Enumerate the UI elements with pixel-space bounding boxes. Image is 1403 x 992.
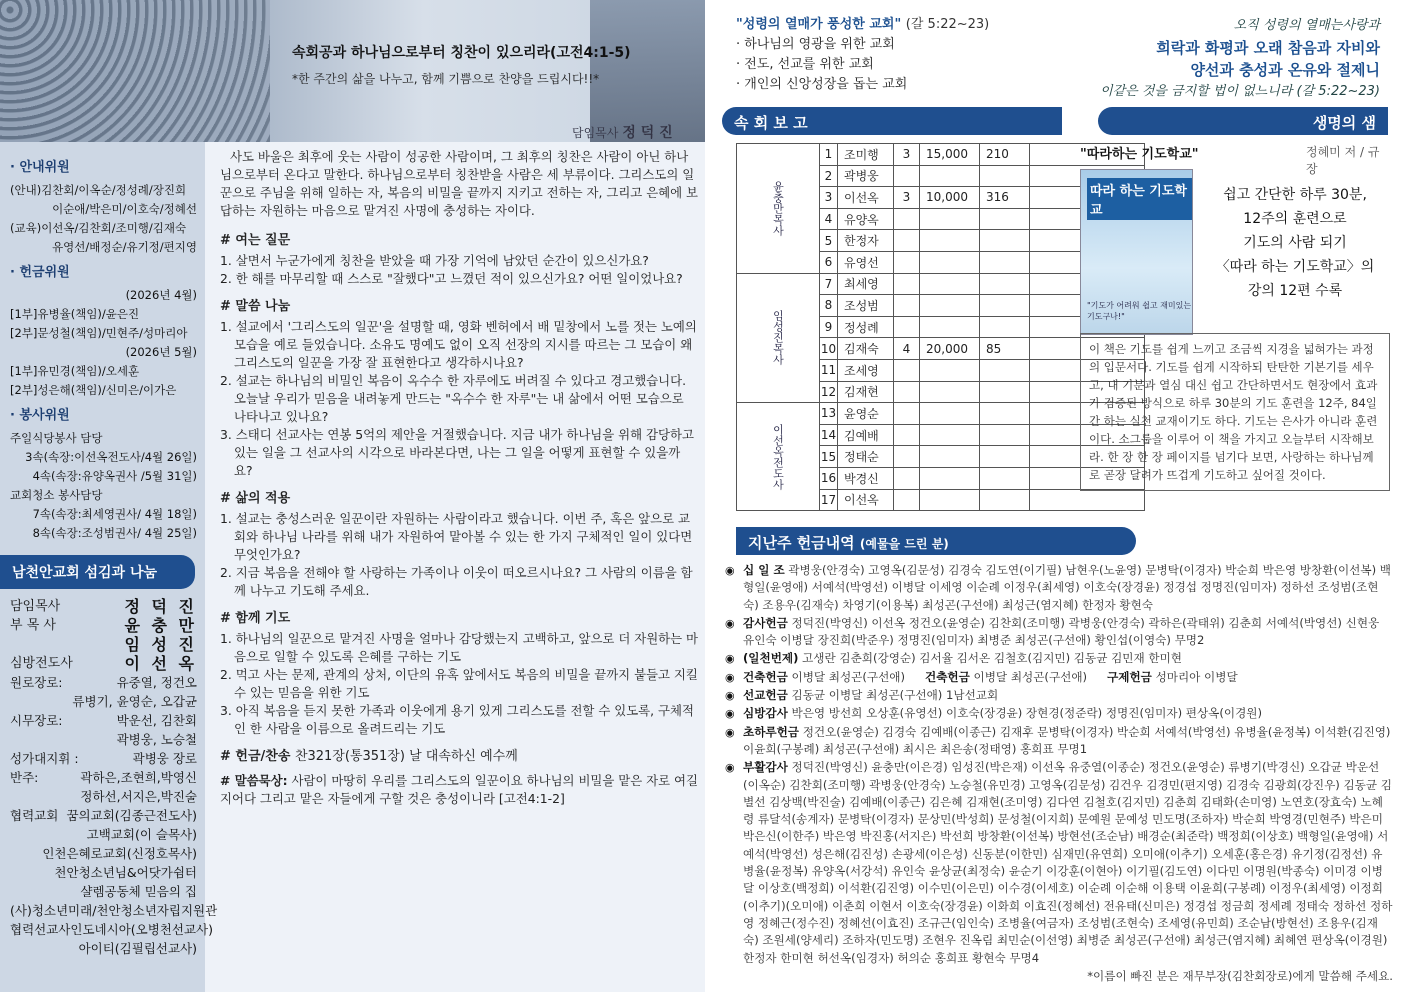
vision-item: · 개인의 신앙성장을 돕는 교회 <box>736 77 908 92</box>
hymn-line <box>220 748 698 766</box>
cover-title: 따라 하는 기도학교 <box>1087 178 1192 220</box>
offering-label: 건축헌금 <box>925 669 970 684</box>
bible-reading <box>980 251 1030 273</box>
offering-amount: 15,000 <box>920 144 980 166</box>
member-name: 정태순 <box>838 446 894 468</box>
attendance-count: 3 <box>894 144 920 166</box>
member-name: 윤영순 <box>838 403 894 425</box>
verse-label: # 말씀묵상: <box>220 773 288 788</box>
staff-role: 협력교회 <box>10 808 59 823</box>
offering-label: 심방감사 <box>743 706 788 721</box>
offering-amount <box>920 467 980 489</box>
member-name: 박경신 <box>838 467 894 489</box>
member-name: 최세영 <box>838 273 894 295</box>
row-number: 6 <box>820 251 838 273</box>
staff-name: 고백교회(이 슬목사) <box>86 827 197 842</box>
attendance-count: 4 <box>894 338 920 360</box>
offering-amount <box>920 230 980 252</box>
member-name: 김예배 <box>838 424 894 446</box>
guide-line: 유영선/배정순/유기정/편지영 <box>52 240 197 254</box>
pastor-credit <box>572 122 673 142</box>
offering-names: 성마리아 이병달 <box>1155 669 1238 684</box>
offering-amount <box>920 424 980 446</box>
staff-row <box>10 749 197 768</box>
staff-list <box>10 597 218 958</box>
vision-title-text: "성령의 열매가 풍성한 교회" <box>736 17 902 32</box>
verse-line: 양선과 충성과 온유와 절제니 <box>1190 61 1380 79</box>
attendance-count <box>894 208 920 230</box>
bible-reading: 316 <box>980 187 1030 209</box>
bible-reading: 85 <box>980 338 1030 360</box>
offerings-sub: (예물을 드린 분) <box>859 537 949 551</box>
staff-row <box>10 863 197 882</box>
offering-amount <box>920 165 980 187</box>
bible-reading <box>980 446 1030 468</box>
book-title: "따라하는 기도학교" <box>1080 147 1199 162</box>
lesson-section <box>220 490 698 600</box>
offering-amount <box>920 403 980 425</box>
staff-role: 반주: <box>10 770 39 785</box>
staff-row <box>10 597 197 616</box>
staff-name: 유중열, 정건오 <box>116 675 197 690</box>
row-number: 15 <box>820 446 838 468</box>
row-number: 4 <box>820 208 838 230</box>
offering-names: 고생란 김춘희(강영순) 김서율 김서온 김철호(김지민) 김동균 김민재 한미현 <box>802 651 1182 666</box>
verse-line: 희락과 화평과 오래 참음과 자비와 <box>1156 39 1380 57</box>
section-item: 3. 스태디 선교사는 연봉 5억의 제안을 거절했습니다. 지금 내가 하나님을 위해 감당하고 있는 일을 그 선교사의 시각으로 바라본다면, 나는 그 일을 어떻게 표현할 수 있을까요? <box>220 427 694 478</box>
attendance-count <box>894 381 920 403</box>
staff-name: 곽병웅 장로 <box>132 751 197 766</box>
bible-reading <box>980 403 1030 425</box>
book-blurb <box>1200 183 1390 303</box>
attendance-count <box>894 424 920 446</box>
lesson-section <box>220 298 698 480</box>
member-name: 조세영 <box>838 359 894 381</box>
staff-name: 인천은혜로교회(신정호목사) <box>42 846 197 861</box>
bible-reading <box>980 467 1030 489</box>
staff-row <box>10 768 197 787</box>
attendance-count <box>894 316 920 338</box>
bible-reading <box>980 273 1030 295</box>
row-number: 12 <box>820 381 838 403</box>
offering-row <box>725 724 1393 759</box>
section-list <box>220 252 698 288</box>
staff-name: 정 덕 진 <box>124 597 197 616</box>
member-name: 곽병웅 <box>838 165 894 187</box>
member-name: 김재현 <box>838 381 894 403</box>
offering-names: 김동균 이병달 최성곤(구선애) 1남선교회 <box>791 688 999 703</box>
attendance-count <box>894 295 920 317</box>
lesson-headline: 속회공과 하나님으로부터 칭찬이 있으리라(고전4:1-5) <box>292 45 631 61</box>
offering-team-line: [2부]성은해(책임)/신미은/이가은 <box>10 383 177 397</box>
section-list <box>220 510 698 600</box>
staff-row <box>10 616 197 635</box>
section-item: 1. 설교는 충성스러운 일꾼이란 자원하는 사람이라고 했습니다. 이번 주, 혹은 앞으로 교회와 하나님 나라를 위해 내가 자원하여 맡아볼 수 있는 한 가지 구체적인 일이 있다면 무엇인가요? <box>220 511 693 562</box>
row-number: 10 <box>820 338 838 360</box>
offering-label: 건축헌금 <box>743 669 788 684</box>
offerings-list <box>725 562 1393 985</box>
offering-names: 정덕진(박영신) 윤충만(이은경) 임성진(박은재) 이선옥 유중열(이종순) 정건오(윤영순) 류병기(박경신) 오갑균 박운선(이옥순) 김찬회(조미행) 곽병웅(안경숙) 노승철(유민경) 고영옥(김문성) 김건우 김경민(편지영) 김경숙 김광희(강진우) 김동균 김별선 김상백(박진술) 김예배(이종근) 김은혜 김재현(조미영) 김다연 김철호(김지민) 김춘희 김태화(손미영) 노연호(장효숙) 노혜령 류달석(송계자) 문병탁(이경자) 문상민(박성희) 문성철(이지희) 문예원 문예성 민도명(조하자) 박순희 박영경(민현주) 박은미 박은신(이한주) 박은영 박진홍(서지은) 박선희 방창환(이선복) 방현선(조순남) 배경순(최준락) 백정희(이상호) 백형일(윤영애) 서예석(박영선) 성은해(김진성) 손광세(이은성) 신동분(이한민) 심재민(유연희) 오미애(이추기) 오세훈(홍은경) 유기정(김정선) 유병율(윤정복) 유양옥(서강석) 유인숙 윤상균(최정숙) 윤순기 이강훈(이현아) 이기필(김도연) 이다민 이명원(박종숙) 이미경 이병달 이상호(백정희) 이석환(김진영) 이수민(이은민) 이수경(이세호) 이순례 이순해 이용택 이윤희(구봉례) 이정우(최세영) 이정희(이추기)(오미애) 이춘희 이현서 이호숙(장경윤) 이화희 이효진(정혜선) 전유태(신미은) 정경섭 정금희 정세례 정태숙 정하선 정하영 정혜근(정수진) 정혜선(이효진) 조규근(임인숙) 조병율(여금자) 조성범(조현숙) 조세영(유민희) 조순남(방현선) 조용우(김재숙) 조원세(양세리) 조하자(민도명) 조현우 진옥림 최민순(이선영) 최병준 최성곤(구선애) 최성근(염지혜) 최혜연 편상옥(이경원) 한정자 한미현 허선옥(임경자) 허의순 홍희표 황현숙 무명4 <box>743 760 1393 965</box>
guide-line: (안내)김찬회/이옥순/정성례/장진희 <box>10 183 187 197</box>
row-number: 7 <box>820 273 838 295</box>
pastor-name: 정 덕 진 <box>622 125 673 141</box>
hymn-text: 찬321장(통351장) 날 대속하신 예수께 <box>294 749 518 764</box>
blurb-line: 12주의 훈련으로 <box>1243 211 1347 227</box>
vision-ref: (갈 5:22~23) <box>905 17 990 32</box>
vision-item: · 전도, 선교를 위한 교회 <box>736 57 874 72</box>
offering-inline <box>925 669 1087 686</box>
offering-row <box>725 562 1393 614</box>
member-name: 유영선 <box>838 251 894 273</box>
offering-amount <box>920 316 980 338</box>
section-list <box>220 630 698 738</box>
offering-label: 구제헌금 <box>1107 669 1152 684</box>
staff-row <box>10 901 218 920</box>
offering-label: 부활감사 <box>743 760 788 775</box>
blurb-line: 쉽고 간단한 하루 30분, <box>1223 187 1367 203</box>
bible-reading <box>980 295 1030 317</box>
staff-row <box>10 920 213 939</box>
staff-name: 인도네시아(오병천선교사) <box>70 922 213 937</box>
book-cover <box>1080 169 1193 335</box>
staff-name: 아이티(김필립선교사) <box>78 941 197 956</box>
cleaning-line: 7속(속장:최세영권사/ 4월 18일) <box>32 507 197 521</box>
staff-name: 곽하은,조현희,박영신 <box>80 770 197 785</box>
month-label: (2026년 4월) <box>125 288 197 302</box>
member-name: 한정자 <box>838 230 894 252</box>
group-label: 윤충만목사 <box>737 144 820 274</box>
lesson-subline: *한 주간의 삶을 나누고, 함께 기쁨으로 찬양을 드립시다!!* <box>292 72 600 86</box>
offering-inline <box>1107 669 1238 686</box>
bible-reading <box>980 424 1030 446</box>
staff-name: 곽병웅, 노승철 <box>116 732 197 747</box>
header-banner <box>0 0 705 142</box>
report-title: 속 회 보 고 <box>722 107 1062 135</box>
member-name: 조미행 <box>838 144 894 166</box>
staff-row <box>10 654 197 673</box>
offering-team-line: [1부]유병율(책임)/윤은진 <box>10 307 140 321</box>
bible-reading <box>980 165 1030 187</box>
lesson-body <box>220 148 698 808</box>
offering-amount <box>920 446 980 468</box>
vision-title <box>736 15 1056 35</box>
staff-row <box>10 882 197 901</box>
attendance-count <box>894 251 920 273</box>
sidebar <box>0 142 218 992</box>
bible-reading <box>980 316 1030 338</box>
blurb-line: 기도의 사람 되기 <box>1243 235 1347 251</box>
member-name: 김재숙 <box>838 338 894 360</box>
staff-row <box>10 711 197 730</box>
bible-reading <box>980 489 1030 511</box>
offering-amount <box>920 251 980 273</box>
section-title: # 말씀 나눔 <box>220 299 291 314</box>
pastor-photo <box>590 0 705 142</box>
offering-team-line: [1부]유민경(책임)/오세훈 <box>10 364 140 378</box>
group-label: 이선옥전도사 <box>737 403 820 511</box>
section-item: 2. 지금 복음을 전해야 할 사랑하는 가족이나 이웃이 떠오르시나요? 그 사람의 이름을 함께 나누고 기도해 주세요. <box>220 565 693 598</box>
bible-reading: 210 <box>980 144 1030 166</box>
book-bar: 생명의 샘 <box>1098 107 1388 135</box>
month-label: (2026년 5월) <box>125 345 197 359</box>
guide-title: · 안내위원 <box>10 160 70 175</box>
member-name: 조성범 <box>838 295 894 317</box>
pastor-role: 담임목사 <box>572 126 619 140</box>
galatians-verse <box>1100 15 1380 103</box>
staff-role: 협력선교사 <box>10 922 71 937</box>
offering-amount: 10,000 <box>920 187 980 209</box>
attendance-count <box>894 273 920 295</box>
offering-amount <box>920 208 980 230</box>
staff-name: (사)청소년미래/천안청소년자립지원관 <box>10 903 218 918</box>
row-number: 9 <box>820 316 838 338</box>
church-vision <box>736 15 1056 95</box>
row-number: 1 <box>820 144 838 166</box>
staff-row <box>10 787 197 806</box>
offering-row-inline <box>725 669 1393 686</box>
offerings-note: *이름이 빠진 분은 재무부장(김찬회장로)에게 말씀해 주세요. <box>1087 968 1393 983</box>
staff-name: 윤 충 만 <box>124 616 197 635</box>
staff-name: 임 성 진 <box>124 635 197 654</box>
row-number: 8 <box>820 295 838 317</box>
offering-row <box>725 759 1393 967</box>
attendance-count <box>894 359 920 381</box>
staff-name: 천안청소년님&어닷가쉼터 <box>54 865 197 880</box>
row-number: 11 <box>820 359 838 381</box>
offering-label: 십 일 조 <box>743 563 785 577</box>
staff-role: 부 목 사 <box>10 618 56 633</box>
guide-line: (교육)이선옥/김찬회/조미행/김재숙 <box>10 221 187 235</box>
staff-row <box>10 730 197 749</box>
section-item: 1. 설교에서 '그리스도의 일꾼'을 설명할 때, 영화 벤허에서 배 밑창에서 노를 젓는 노예의 모습을 예로 들었습니다. 소유도 명예도 없이 오직 선장의 지시를 따르는 그 모습이 왜 그리스도의 일꾼을 가장 잘 표현한다고 생각하시나요? <box>220 319 697 370</box>
section-item: 2. 먹고 사는 문제, 관계의 상처, 이단의 유혹 앞에서도 복음의 비밀을 끝까지 붙들고 지킬 수 있는 믿음을 위한 기도 <box>220 667 698 700</box>
verse-block <box>220 772 698 808</box>
staff-name: 박운선, 김찬회 <box>116 713 197 728</box>
offering-amount <box>920 295 980 317</box>
offering-row <box>725 615 1393 650</box>
offering-row <box>725 687 1393 704</box>
bible-reading <box>980 230 1030 252</box>
offering-label: (일천번제) <box>743 651 799 666</box>
hymn-label: # 헌금/찬송 <box>220 749 291 764</box>
staff-role: 담임목사 <box>10 599 61 614</box>
staff-role: 성가대지휘 : <box>10 751 79 766</box>
row-number: 13 <box>820 403 838 425</box>
attendance-count <box>894 489 920 511</box>
verse-text: 사람이 마땅히 우리를 그리스도의 일꾼이요 하나님의 비밀을 맡은 자로 여길지어다 그리고 맡은 자들에게 구할 것은 충성이니라 [고전4:1-2] <box>220 773 698 806</box>
staff-role: 심방전도사 <box>10 656 73 671</box>
offering-amount <box>920 489 980 511</box>
member-name: 이선옥 <box>838 489 894 511</box>
member-name: 유양옥 <box>838 208 894 230</box>
section-item: 1. 살면서 누군가에게 칭찬을 받았을 때 가장 기억에 남았던 순간이 있으신가요? <box>220 253 649 268</box>
staff-role: 원로장로: <box>10 675 63 690</box>
staff-row <box>10 825 197 844</box>
attendance-count: 3 <box>894 187 920 209</box>
bible-reading <box>980 359 1030 381</box>
section-title: # 함께 기도 <box>220 611 291 626</box>
staff-row <box>10 635 197 654</box>
section-title: # 삶의 적용 <box>220 491 291 506</box>
offering-amount <box>920 381 980 403</box>
staff-row <box>10 939 197 958</box>
offering-amount <box>920 359 980 381</box>
row-number: 2 <box>820 165 838 187</box>
cover-sub: "기도가 어려워 쉽고 재미있는 기도구나!" <box>1087 301 1192 321</box>
offering-names: 정덕진(박영신) 이선옥 정건오(윤영순) 김찬회(조미행) 곽병웅(안경숙) 곽하은(곽태위) 김춘희 서예석(박영선) 신현웅 유인숙 이병달 장진희(박준우) 정명진(임미자) 최병준 최성곤(구선애) 황인섭(이영숙) 무명2 <box>743 615 1380 648</box>
service-team-title: · 봉사위원 <box>10 408 70 423</box>
row-number: 14 <box>820 424 838 446</box>
attendance-count <box>894 403 920 425</box>
guide-line: 이순애/박은미/이호숙/정혜선 <box>52 202 197 216</box>
dining-title: 주일식당봉사 담당 <box>10 431 103 445</box>
note-cell <box>1030 489 1145 511</box>
offerings-title: 지난주 헌금내역 <box>748 534 855 552</box>
staff-name: 이 선 옥 <box>124 654 197 673</box>
service-banner: 남천안교회 섬김과 나눔 <box>0 555 195 589</box>
cleaning-line: 8속(속장:조성범권사/ 4월 25일) <box>32 526 197 540</box>
staff-row <box>10 673 197 692</box>
row-number: 5 <box>820 230 838 252</box>
bible-reading <box>980 381 1030 403</box>
blurb-line: 〈따라 하는 기도학교〉의 <box>1215 259 1375 275</box>
blurb-line: 강의 12편 수록 <box>1247 283 1343 299</box>
offering-inline <box>743 669 905 686</box>
verse-line: 이같은 것을 금지할 법이 없느니라 (갈 5:22~23) <box>1100 84 1380 99</box>
staff-row <box>10 692 197 711</box>
section-item: 3. 아직 복음을 듣지 못한 가족과 이웃에게 용기 있게 그리스도를 전할 수 있도록, 구체적인 한 사람을 이름으로 올려드리는 기도 <box>220 703 694 736</box>
lesson-section <box>220 232 698 288</box>
lesson-section <box>220 610 698 738</box>
cleaning-title: 교회청소 봉사담당 <box>10 488 103 502</box>
offering-names: 이병달 최성곤(구선애) <box>973 669 1088 684</box>
attendance-count <box>894 446 920 468</box>
offering-label: 감사헌금 <box>743 615 788 630</box>
member-name: 정성례 <box>838 316 894 338</box>
book-section <box>1080 143 1390 482</box>
offering-row <box>725 650 1393 667</box>
section-title: # 여는 질문 <box>220 233 291 248</box>
staff-row <box>10 844 197 863</box>
row-number: 16 <box>820 467 838 489</box>
offerings-bar <box>736 527 1136 555</box>
offering-names: 정건오(윤영순) 김경숙 김예배(이종근) 김재후 문병탁(이경자) 박순희 서예석(박영선) 유병율(윤정복) 이석환(김진영) 이윤희(구봉례) 최성곤(구선애) 최시은 최은송(정태영) 홍희표 무명1 <box>743 724 1391 756</box>
verse-line: 오직 성령의 열매는사랑과 <box>1233 18 1380 33</box>
section-item: 2. 설교는 하나님의 비밀인 복음이 옥수수 한 자루에도 버려질 수 있다고 경고했습니다. 오늘날 우리가 믿음을 내려놓게 만드는 "옥수수 한 자루"는 내 삶에서 어떤 모습으로 나타나고 있나요? <box>220 373 687 424</box>
offering-team-title: · 헌금위원 <box>10 265 70 280</box>
offering-amount: 20,000 <box>920 338 980 360</box>
lesson-sections <box>220 232 698 738</box>
offering-names: 이병달 최성곤(구선애) <box>791 669 906 684</box>
offering-row <box>725 705 1393 722</box>
offering-label: 초하루헌금 <box>743 724 799 739</box>
book-author: 정혜미 저 / 규장 <box>1306 145 1380 176</box>
vision-item: · 하나님의 영광을 위한 교회 <box>736 37 895 52</box>
offering-names: 곽병웅(안경숙) 고영옥(김문성) 김경숙 김도연(이기필) 남현우(노윤영) 문병탁(이경자) 박순희 박은영 방창환(이선복) 백형일(윤영애) 서예석(박영선) 이병달 이세영 이순례 이정우(최세영) 이호숙(장경윤) 정경섭 정명진(임미자) 정하선 조성범(조현숙) 조용우(김재숙) 차영기(이용복) 최성곤(구선애) 최성근(염지혜) 한정자 황현숙 <box>743 563 1391 612</box>
staff-role: 시무장로: <box>10 713 63 728</box>
staff-row <box>10 806 197 825</box>
section-item: 1. 하나님의 일꾼으로 맡겨진 사명을 얼마나 감당했는지 고백하고, 앞으로 더 자원하는 마음으로 일할 수 있도록 은혜를 구하는 기도 <box>220 631 699 664</box>
bible-reading <box>980 208 1030 230</box>
section-list <box>220 318 698 480</box>
attendance-count <box>894 165 920 187</box>
group-label: 임성진목사 <box>737 273 820 403</box>
offering-label: 선교헌금 <box>743 688 788 703</box>
attendance-count <box>894 230 920 252</box>
offering-team-line: [2부]문성철(책임)/민현주/성마리아 <box>10 326 188 340</box>
congregation-photo <box>0 0 270 142</box>
staff-name: 꿈의교회(김종근전도사) <box>66 808 197 823</box>
staff-name: 정하선,서지은,박진술 <box>80 789 197 804</box>
book-description: 이 책은 기도를 쉽게 느끼고 조금씩 지경을 넓혀가는 과정의 입문서다. 기도를 쉽게 시작하되 탄탄한 기본기를 세우고, 내 기분과 열심 대신 쉽고 간단하면서도 현장에서 효과가 검증된 방식으로 하루 30분의 기도 훈련을 12주, 84일간 하는 실천 교재이기도 하다. 기도는 은사가 아니라 훈련이다. 소그룹을 이루어 이 책을 가지고 오늘부터 시작해보라. 한 장 한 장 페이지를 넘기다 보면, 사랑하는 하나님께로 곧장 달려가 뜨겁게 기도하고 싶어질 것이다. <box>1080 333 1390 491</box>
offering-names: 박은영 방선희 오상훈(유영선) 이호숙(장경윤) 장현경(정준락) 정명진(임미자) 편상옥(이경원) <box>791 706 1263 721</box>
section-item: 2. 한 해를 마무리할 때 스스로 "잘했다"고 느꼈던 적이 있으신가요? 어떤 일이었나요? <box>220 271 683 286</box>
dining-line: 4속(속장:유양옥권사 /5월 31일) <box>32 469 197 483</box>
staff-name: 샬렘공동체 믿음의 집 <box>80 884 197 899</box>
row-number: 3 <box>820 187 838 209</box>
offering-amount <box>920 273 980 295</box>
lesson-intro: 사도 바울은 최후에 웃는 사람이 성공한 사람이며, 그 최후의 칭찬은 사람이 아닌 하나님으로부터 온다고 말한다. 하나님으로부터 칭찬받을 사람은 세 부류이다. 그리스도의 일꾼으로 주님을 위해 일하는 자, 복음의 비밀을 끝까지 지키고 전하는 자, 그리고 은혜에 보답하는 자원하는 마음으로 맡겨진 사명에 충성하는 자이다. <box>220 149 699 218</box>
row-number: 17 <box>820 489 838 511</box>
attendance-count <box>894 467 920 489</box>
dining-line: 3속(속장:이선옥전도사/4월 26일) <box>25 450 197 464</box>
staff-name: 류병기, 윤영순, 오갑균 <box>72 694 197 709</box>
member-name: 이선옥 <box>838 187 894 209</box>
